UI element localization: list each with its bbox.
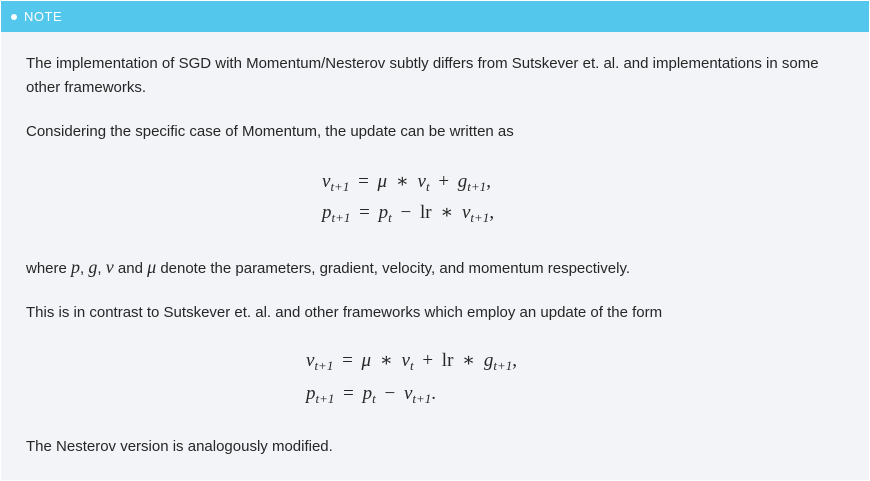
- note-header: [1, 1, 869, 32]
- paragraph-variable-definitions: where p, g, v and μ denote the parameters, gradient, velocity, and momentum respectively.: [26, 257, 630, 277]
- paragraph-contrast: This is in contrast to Sutskever et. al. and other frameworks which employ an update of the form: [26, 304, 663, 321]
- equation-sutskever-parameter: $p_{t+1} = p_t - v_{t+1}$.: [306, 383, 437, 406]
- bullet-icon: [11, 14, 17, 20]
- paragraph-nesterov: The Nesterov version is analogously modified.: [26, 438, 333, 455]
- equation-sutskever-velocity: $v_{t+1} = \mu$ ∗ $v_t$ + lr ∗ $g_{t+1}$,: [306, 350, 517, 373]
- equation-parameter-update: $p_{t+1} = p_t$ − lr ∗ $v_{t+1}$,: [322, 202, 495, 225]
- note-title: NOTE: [24, 9, 63, 24]
- paragraph-intro: The implementation of SGD with Momentum/Nesterov subtly differs from Sutskever et. al. and implementations in some other frameworks.: [26, 55, 819, 96]
- note-admonition: [1, 1, 869, 480]
- paragraph-momentum-case: Considering the specific case of Momentum, the update can be written as: [26, 123, 514, 140]
- equation-velocity-update: $v_{t+1} = \mu$ ∗ $v_t + g_{t+1}$,: [322, 171, 491, 194]
